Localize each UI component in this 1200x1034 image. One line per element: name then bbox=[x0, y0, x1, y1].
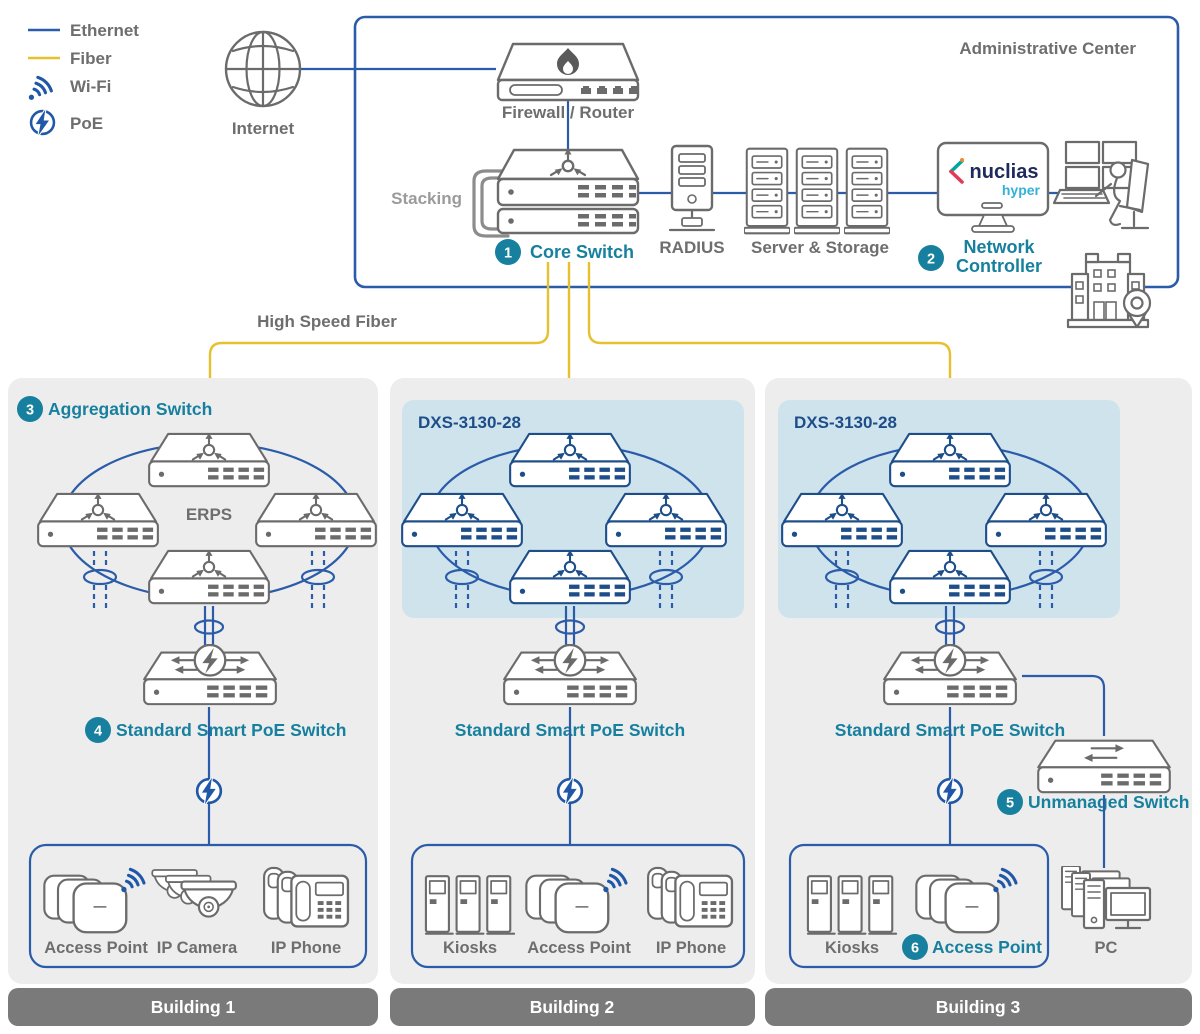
network-controller-label-line2: Controller bbox=[955, 256, 1043, 276]
building3-poe-inline-icon bbox=[938, 778, 962, 805]
internet-globe-icon bbox=[226, 32, 496, 106]
aggregation-switch-label: Aggregation Switch bbox=[48, 399, 213, 419]
building1-ring-switch-top bbox=[149, 433, 269, 486]
building3-device-label-1: Access Point bbox=[932, 937, 1042, 957]
hq-building-icon bbox=[1068, 254, 1150, 327]
legend bbox=[28, 21, 139, 135]
building3-device-label-2: PC bbox=[1094, 939, 1118, 957]
ip-phone-icon bbox=[648, 868, 732, 927]
building2-poe-switch-label: Standard Smart PoE Switch bbox=[454, 720, 686, 740]
ip-phone-icon bbox=[264, 868, 348, 927]
admin-center-title: Administrative Center bbox=[959, 39, 1136, 58]
building2-device-label-2: IP Phone bbox=[655, 939, 727, 957]
building2-ring-switch-left bbox=[402, 493, 522, 546]
legend-label-fiber: Fiber bbox=[70, 49, 112, 68]
building1-name: Building 1 bbox=[150, 997, 236, 1017]
unmanaged-switch-badge bbox=[997, 789, 1023, 815]
building2-dxs-label: DXS-3130-28 bbox=[418, 413, 522, 432]
kiosks-icon bbox=[426, 876, 514, 934]
agg-switch-badge-number: 3 bbox=[25, 402, 35, 419]
wifi-icon bbox=[29, 77, 52, 100]
building1-ring-switch-left bbox=[38, 493, 158, 546]
poe-icon bbox=[31, 110, 54, 136]
stacking-label: Stacking bbox=[391, 189, 462, 208]
building1-poe-badge bbox=[85, 717, 111, 743]
building3-poe-switch-icon bbox=[884, 645, 1016, 704]
building1-poe-inline-icon bbox=[197, 778, 221, 805]
building3-ring-switch-top bbox=[890, 433, 1010, 486]
firewall-icon bbox=[498, 44, 639, 100]
core-switch-badge bbox=[495, 239, 521, 265]
building2-device-label-0: Kiosks bbox=[442, 939, 498, 957]
core-switch-stack-icon bbox=[498, 149, 638, 234]
building2-poe-inline-icon bbox=[558, 778, 582, 805]
high-speed-fiber-label: High Speed Fiber bbox=[257, 312, 397, 331]
unmanaged-switch-label: Unmanaged Switch bbox=[1028, 792, 1190, 812]
building3-ap-badge-number: 6 bbox=[910, 940, 920, 957]
firewall-label: Firewall / Router bbox=[501, 103, 635, 122]
internet-label: Internet bbox=[231, 119, 295, 138]
nuclias-brand-text: nuclias bbox=[969, 161, 1039, 183]
legend-label-ethernet: Ethernet bbox=[70, 21, 139, 40]
building3-dxs-label: DXS-3130-28 bbox=[794, 413, 898, 432]
building3-ap-badge bbox=[902, 934, 928, 960]
poe-switch-badge-number: 4 bbox=[93, 723, 103, 740]
building2-ring-switch-top bbox=[510, 433, 630, 486]
kiosks-icon bbox=[808, 876, 896, 934]
unmanaged-switch-badge-number: 5 bbox=[1005, 795, 1015, 812]
building3-ring-switch-bottom bbox=[890, 550, 1010, 603]
building2-name: Building 2 bbox=[529, 997, 615, 1017]
building3-ring-switch-right bbox=[986, 493, 1106, 546]
building2-ring-switch-bottom bbox=[510, 550, 630, 603]
building2-device-label-1: Access Point bbox=[527, 939, 631, 957]
building3-ring-switch-left bbox=[782, 493, 902, 546]
building2-poe-switch-icon bbox=[504, 645, 636, 704]
building3-poe-switch-label: Standard Smart PoE Switch bbox=[834, 720, 1066, 740]
unmanaged-switch-icon bbox=[1038, 741, 1170, 792]
nuclias-sub-text: hyper bbox=[1001, 182, 1040, 198]
network-controller-badge-number: 2 bbox=[926, 251, 936, 268]
network-controller-label-line1: Network bbox=[963, 237, 1035, 257]
network-controller-badge bbox=[918, 245, 944, 271]
building1-device-label-1: IP Camera bbox=[156, 939, 238, 957]
server-tower-icon bbox=[844, 149, 890, 234]
radius-server-icon bbox=[670, 146, 714, 230]
legend-label-poe: PoE bbox=[70, 114, 104, 133]
building3-name: Building 3 bbox=[935, 997, 1021, 1017]
building1-ring-switch-bottom bbox=[149, 550, 269, 603]
core-switch-badge-number: 1 bbox=[503, 245, 513, 262]
server-tower-icon bbox=[794, 149, 840, 234]
building1-ring-switch-right bbox=[256, 493, 376, 546]
operator-workstation-icon bbox=[1054, 142, 1148, 228]
building1-poe-switch-label: Standard Smart PoE Switch bbox=[116, 720, 347, 740]
legend-label-wifi: Wi-Fi bbox=[70, 77, 112, 96]
server-tower-icon bbox=[744, 149, 790, 234]
building3-device-label-0: Kiosks bbox=[824, 939, 880, 957]
network-controller-monitor bbox=[938, 143, 1048, 232]
building2-ring-switch-right bbox=[606, 493, 726, 546]
building1-device-label-2: IP Phone bbox=[270, 939, 342, 957]
erps-label: ERPS bbox=[185, 505, 233, 524]
building1-device-label-0: Access Point bbox=[44, 939, 148, 957]
server-storage-icons bbox=[744, 149, 890, 234]
server-storage-label: Server & Storage bbox=[751, 238, 889, 257]
building1-poe-switch-icon bbox=[144, 645, 276, 704]
building1-agg-badge bbox=[17, 396, 43, 422]
radius-label: RADIUS bbox=[659, 238, 725, 257]
core-switch-label: Core Switch bbox=[530, 242, 635, 262]
